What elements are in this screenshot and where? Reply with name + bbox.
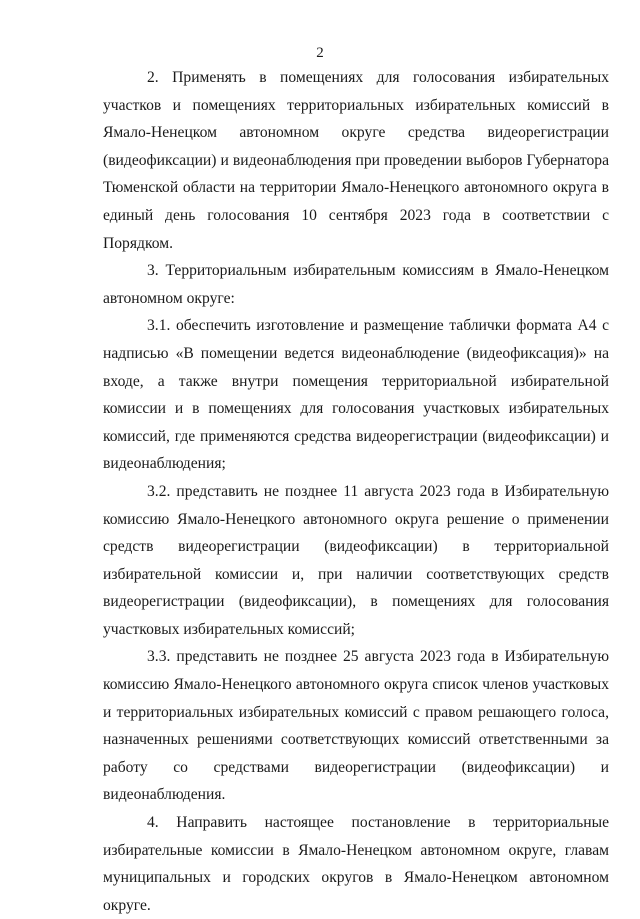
paragraph-item-3-1: 3.1. обеспечить изготовление и размещение таблички формата А4 с надписью «В помещении ведется видеонаблюдение (видеофиксация)» на входе, а также внутри помещения территориальной избирательной комиссии и в помещениях для голосования участковых избирательных комиссий, где применяются средства видеорегистрации (видеофиксации) и видеонаблюдения; — [103, 317, 609, 473]
paragraph-item-3: 3. Территориальным избирательным комиссиям в Ямало-Ненецком автономном округе: — [103, 262, 609, 307]
paragraph-item-2: 2. Применять в помещениях для голосования избирательных участков и помещениях территориальных избирательных комиссий в Ямало-Ненецком автономном округе средства видеорегистрации (видеофиксации) и видеонаблюдения при проведении выборов Губернатора Тюменской области на территории Ямало-Ненецкого автономного округа в единый день голосования 10 сентября 2023 года в соответствии с Порядком. — [103, 69, 609, 252]
paragraph-item-4: 4. Направить настоящее постановление в территориальные избирательные комиссии в Ямало-Ненецком автономном округе, главам муниципальных и городских округов в Ямало-Ненецком автономном округе. — [103, 814, 609, 914]
page-number: 2 — [316, 45, 324, 61]
document-body — [103, 64, 609, 919]
paragraph-item-3-3: 3.3. представить не позднее 25 августа 2023 года в Избирательную комиссию Ямало-Ненецкого автономного округа список членов участковых и территориальных избирательных комиссий с правом решающего голоса, назначенных решениями соответствующих комиссий ответственными за работу со средствами видеорегистрации (видеофиксации) и видеонаблюдения. — [103, 648, 609, 804]
paragraph-item-3-2: 3.2. представить не позднее 11 августа 2023 года в Избирательную комиссию Ямало-Ненецкого автономного округа решение о применении средств видеорегистрации (видеофиксации) в территориальной избирательной комиссии и, при наличии соответствующих средств видеорегистрации (видеофиксации), в помещениях для голосования участковых избирательных комиссий; — [103, 482, 609, 638]
